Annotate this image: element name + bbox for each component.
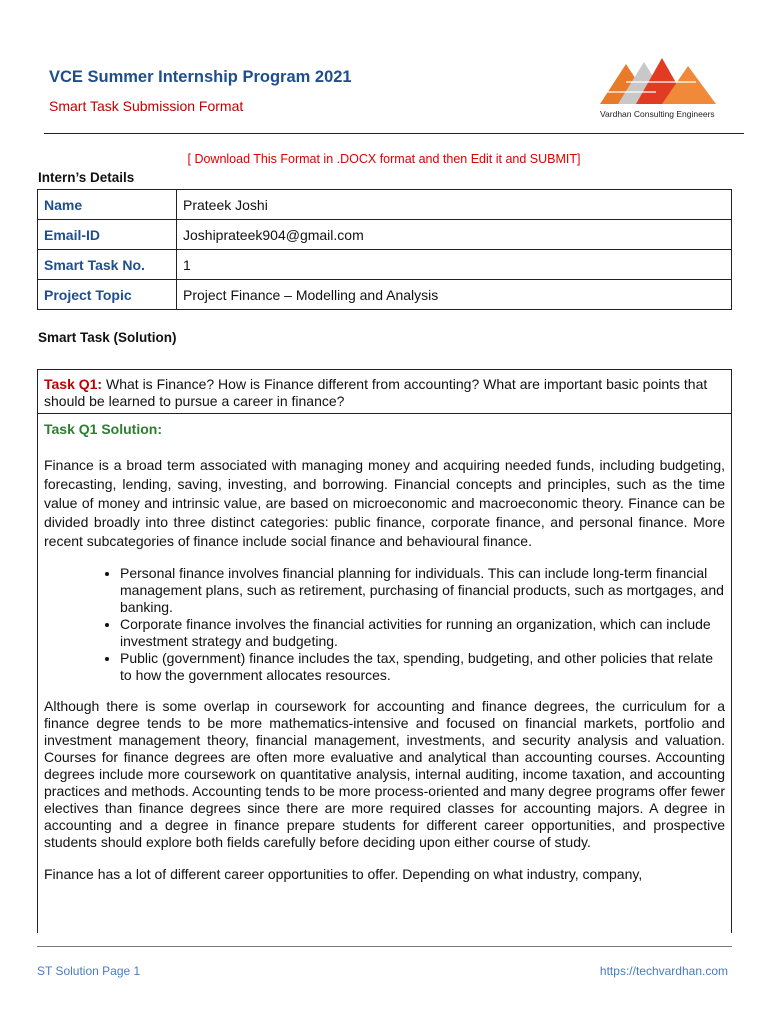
download-note: [ Download This Format in .DOCX format and then Edit it and SUBMIT]: [187, 152, 581, 166]
footer-link[interactable]: https://techvardhan.com: [599, 964, 728, 978]
logo-caption: Vardhan Consulting Engineers: [600, 109, 715, 119]
task-solution: [38, 414, 731, 884]
detail-key: Email-ID: [38, 220, 177, 250]
detail-value: Joshiprateek904@gmail.com: [177, 220, 732, 250]
detail-value: 1: [177, 250, 732, 280]
paragraph: Finance has a lot of different career opportunities to offer. Depending on what industry, company,: [44, 866, 643, 882]
paragraph: Although there is some overlap in coursework for accounting and finance degrees, the curriculum for a finance degree tends to be more mathematics-intensive and focused on financial markets, portfolio and investment management theory, financial management, investments, and security analysis and valuation. Courses for finance degrees are often more evaluative and analytical than accounting courses. Accounting degrees include more coursework on quantitative analysis, internal auditing, income taxation, and accounting practices and methods. Accounting tends to be more process-oriented and many degree programs offer fewer electives than finance degrees since there are more required classes for accounting majors. A degree in accounting and a degree in finance prepare students for different career opportunities, and prospective students should explore both fields carefully before deciding upon either course of study.: [44, 698, 725, 850]
list-item: • Corporate finance involves the financial activities for running an organization, which can include investment strategy and budgeting.: [120, 616, 725, 650]
detail-value: Prateek Joshi: [177, 190, 732, 220]
list-item: • Personal finance involves financial planning for individuals. This can include long-term financial management plans, such as retirement, purchasing of financial products, such as mortgages, and banking.: [120, 565, 725, 616]
table-row: [38, 220, 732, 250]
task-question: [38, 370, 731, 414]
list-item: • Public (government) finance includes the tax, spending, budgeting, and other policies that relate to how the government allocates resources.: [120, 650, 725, 684]
footer-divider: [37, 946, 732, 947]
table-row: [38, 250, 732, 280]
detail-key: Project Topic: [38, 280, 177, 310]
header-divider: [44, 133, 744, 134]
task-solution-label: Task Q1 Solution:: [44, 421, 162, 437]
task-question-label: Task Q1:: [44, 376, 103, 392]
detail-key: Smart Task No.: [38, 250, 177, 280]
table-row: [38, 280, 732, 310]
document-title: VCE Summer Internship Program 2021: [49, 68, 352, 86]
table-row: [38, 190, 732, 220]
footer-page-label: ST Solution Page 1: [37, 964, 141, 978]
detail-key: Name: [38, 190, 177, 220]
task-question-text: What is Finance? How is Finance different from accounting? What are important basic points that should be learned to pursue a career in finance?: [44, 376, 708, 409]
finance-categories-list: [44, 565, 725, 684]
document-subtitle: Smart Task Submission Format: [49, 98, 244, 114]
interns-details-heading: Intern’s Details: [38, 170, 135, 185]
task-box: [37, 369, 732, 933]
paragraph: Finance is a broad term associated with managing money and acquiring needed funds, including budgeting, forecasting, lending, saving, investing, and borrowing. Financial concepts and principles, such as the time value of money and intrinsic value, are based on microeconomic and macroeconomic theory. Finance can be divided broadly into three distinct categories: public finance, corporate finance, and personal finance. More recent subcategories of finance include social finance and behavioural finance.: [44, 457, 725, 549]
detail-value: Project Finance – Modelling and Analysis: [177, 280, 732, 310]
intern-details-table: [37, 189, 732, 310]
smart-task-heading: Smart Task (Solution): [38, 330, 177, 345]
